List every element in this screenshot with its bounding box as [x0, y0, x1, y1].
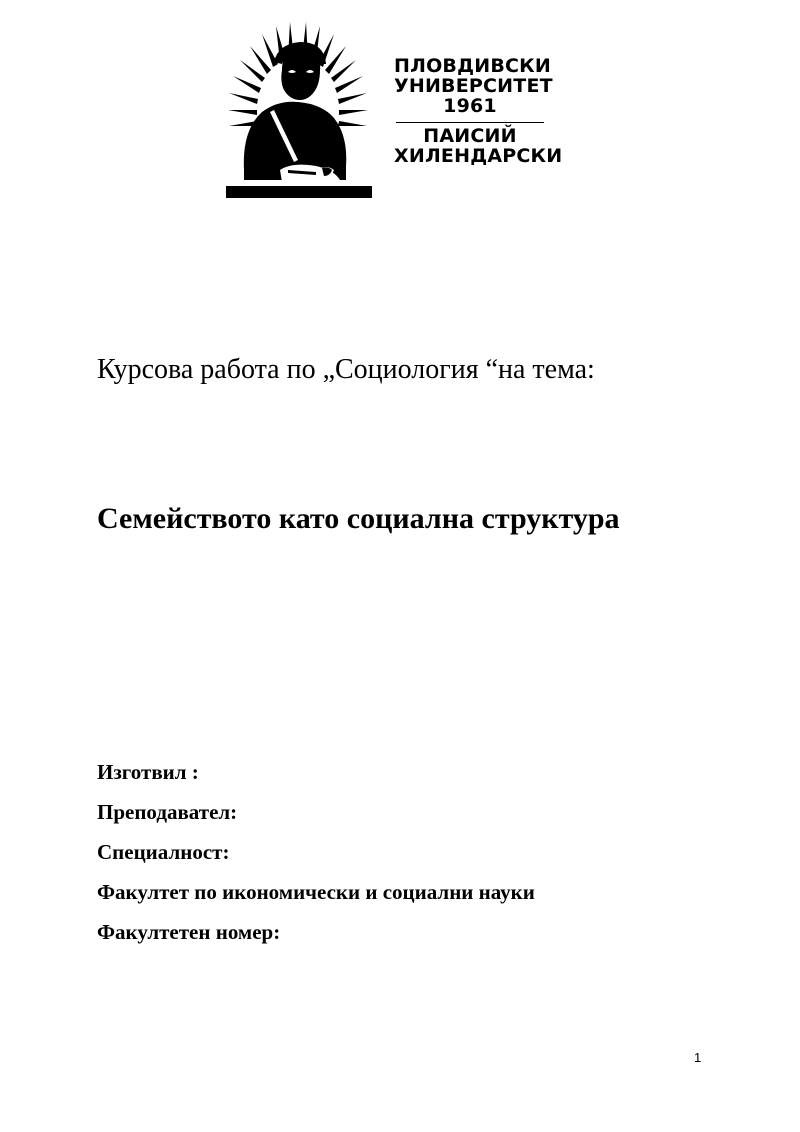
course-subtitle: Курсова работа по „Социология “на тема:	[97, 354, 595, 385]
university-logo	[222, 20, 562, 198]
page-number: 1	[694, 1050, 702, 1065]
logo-line-1: ПЛОВДИВСКИ	[394, 55, 551, 77]
field-faculty-number: Факултетен номер:	[97, 920, 281, 944]
logo-line-5: ХИЛЕНДАРСКИ	[394, 145, 563, 167]
scribe-writing-emblem-icon	[222, 20, 374, 198]
field-specialty: Специалност:	[97, 840, 230, 864]
field-faculty: Факултет по икономически и социални науки	[97, 880, 535, 904]
field-prepared-by: Изготвил :	[97, 760, 199, 784]
logo-line-3: 1961	[443, 95, 497, 117]
logo-line-2: УНИВЕРСИТЕТ	[394, 75, 553, 97]
logo-line-4: ПАИСИЙ	[423, 125, 517, 147]
field-lecturer: Преподавател:	[97, 800, 238, 824]
author-info-fields	[97, 758, 535, 958]
document-title: Семейството като социална структура	[97, 502, 620, 535]
logo-divider	[396, 122, 544, 123]
university-name	[394, 55, 563, 167]
